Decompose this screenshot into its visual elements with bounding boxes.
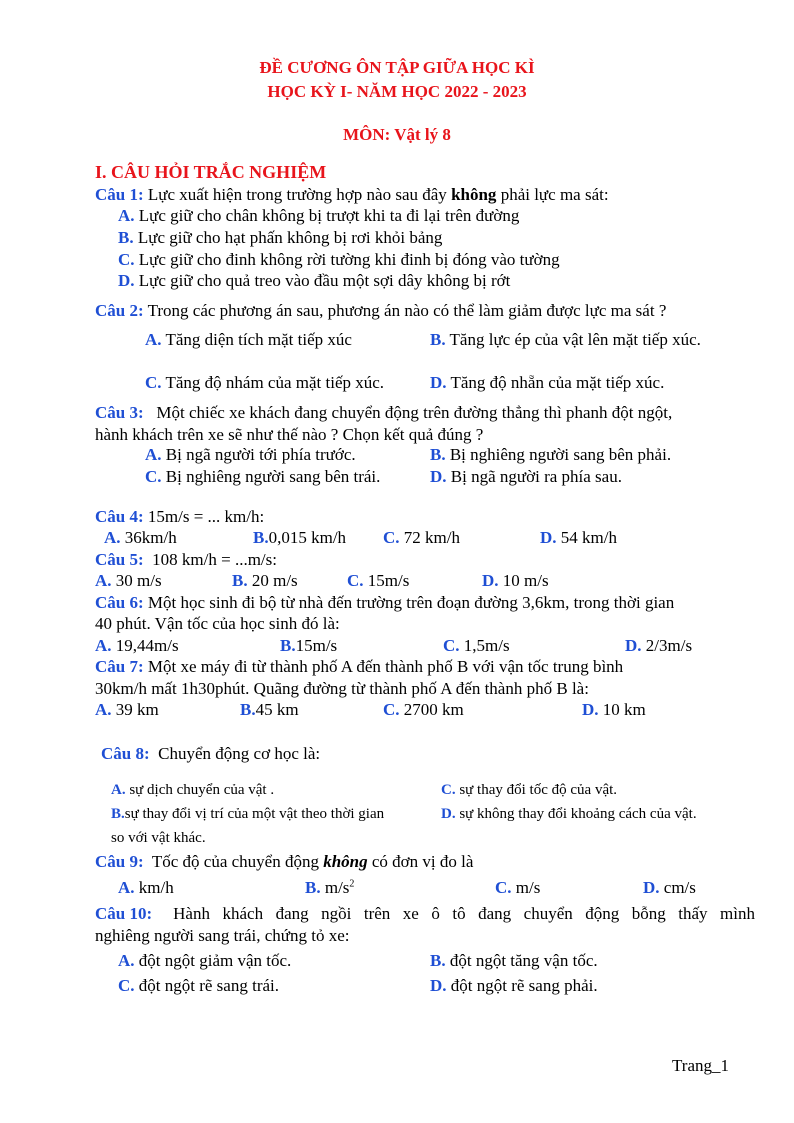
option-key: A. <box>111 782 126 798</box>
option-d <box>582 700 646 720</box>
option-text: Bị ngã người tới phía trước. <box>161 445 356 464</box>
question-label: Câu 2: <box>95 301 144 320</box>
option-key: A. <box>118 878 135 897</box>
question-10-continued: nghiêng người sang trái, chứng tỏ xe: <box>95 926 350 945</box>
document-subtitle: HỌC KỲ I- NĂM HỌC 2022 - 2023 <box>267 82 527 101</box>
option-text: 54 km/h <box>556 528 617 547</box>
document-title: ĐỀ CƯƠNG ÔN TẬP GIỮA HỌC KÌ <box>259 58 535 77</box>
question-text: 108 km/h = ...m/s: <box>143 550 277 569</box>
question-text: phải lực ma sát: <box>496 185 609 204</box>
option-text: sự thay đổi tốc độ của vật. <box>455 782 618 798</box>
option-b <box>305 878 354 898</box>
option-c <box>118 976 279 996</box>
option-key: C. <box>118 976 135 995</box>
option-b <box>111 804 384 824</box>
option-text: Lực giữ cho hạt phấn không bị rơi khỏi bảng <box>133 228 443 247</box>
page-number: Trang_1 <box>672 1056 729 1075</box>
option-d <box>441 804 697 824</box>
option-text: Tăng diện tích mặt tiếp xúc <box>161 330 352 349</box>
option-key: B. <box>430 445 446 464</box>
option-b <box>430 951 598 971</box>
option-c <box>441 780 617 800</box>
option-text: 1,5m/s <box>459 636 510 655</box>
option-text: Lực giữ cho quả treo vào đầu một sợi dây không bị rớt <box>134 271 511 290</box>
option-text: Tăng độ nhẵn của mặt tiếp xúc. <box>446 373 665 392</box>
option-c <box>383 700 464 720</box>
option-text: Bị nghiêng người sang bên trái. <box>161 467 381 486</box>
option-text: km/h <box>134 878 174 897</box>
emphasis: không <box>323 852 368 871</box>
option-key: C. <box>383 700 400 719</box>
option-b <box>232 571 298 591</box>
option-b <box>280 636 337 656</box>
option-key: A. <box>118 951 135 970</box>
subject-label: MÔN: Vật lý 8 <box>343 125 451 144</box>
option-a <box>104 528 177 548</box>
option-a <box>111 780 274 800</box>
option-c <box>145 373 384 393</box>
question-7-continued: 30km/h mất 1h30phút. Quãng đường từ thành phố A đến thành phố B là: <box>95 679 589 698</box>
question-7 <box>95 657 623 677</box>
option-key: B. <box>430 330 446 349</box>
option-text: 10 m/s <box>498 571 549 590</box>
question-text: Một chiếc xe khách đang chuyển động trên đường thẳng thì phanh đột ngột, <box>143 403 673 422</box>
option-d <box>540 528 617 548</box>
option-text: đột ngột tăng vận tốc. <box>445 951 598 970</box>
option-key: C. <box>441 782 456 798</box>
option-key: A. <box>95 571 112 590</box>
option-text: 36km/h <box>120 528 177 547</box>
question-text: Hành khách đang ngồi trên xe ô tô đang chuyển động bỗng thấy mình <box>173 904 755 923</box>
option-a <box>95 571 162 591</box>
option-key: C. <box>443 636 460 655</box>
option-c <box>443 636 510 656</box>
question-text: Lực xuất hiện trong trường hợp nào sau đây <box>143 185 452 204</box>
option-c <box>118 250 560 270</box>
question-text: Trong các phương án sau, phương án nào có thể làm giảm được lực ma sát ? <box>143 301 667 320</box>
option-key: B. <box>280 636 296 655</box>
option-key: C. <box>145 467 162 486</box>
question-text: Một xe máy đi từ thành phố A đến thành phố B với vận tốc trung bình <box>143 657 624 676</box>
option-b <box>240 700 299 720</box>
option-key: D. <box>430 976 447 995</box>
option-text: m/s <box>320 878 350 897</box>
option-key: B. <box>118 228 134 247</box>
option-text: 15m/s <box>295 636 338 655</box>
question-text: có đơn vị đo là <box>367 852 474 871</box>
question-label: Câu 4: <box>95 507 144 526</box>
emphasis: không <box>451 185 497 204</box>
option-key: D. <box>441 806 456 822</box>
option-d <box>625 636 692 656</box>
option-key: B. <box>232 571 248 590</box>
question-3 <box>95 403 672 423</box>
option-key: D. <box>625 636 642 655</box>
option-key: A. <box>95 700 112 719</box>
option-a <box>95 636 179 656</box>
question-text: Một học sinh đi bộ từ nhà đến trường trên đoạn đường 3,6km, trong thời gian <box>143 593 675 612</box>
option-b <box>430 445 671 465</box>
question-label: Câu 6: <box>95 593 144 612</box>
question-label: Câu 10: <box>95 904 153 923</box>
option-text: 20 m/s <box>247 571 298 590</box>
option-d <box>118 271 510 291</box>
question-label: Câu 9: <box>95 852 144 871</box>
option-key: C. <box>347 571 364 590</box>
option-key: B. <box>253 528 269 547</box>
option-d <box>482 571 549 591</box>
option-text: Lực giữ cho đinh không rời tường khi đinh bị đóng vào tường <box>134 250 560 269</box>
option-key: A. <box>145 330 162 349</box>
option-d <box>643 878 696 898</box>
option-key: D. <box>118 271 135 290</box>
question-label: Câu 8: <box>101 744 150 763</box>
option-key: B. <box>305 878 321 897</box>
option-text: 10 km <box>598 700 646 719</box>
option-text: 19,44m/s <box>111 636 179 655</box>
option-a <box>145 330 352 350</box>
question-label: Câu 3: <box>95 403 144 422</box>
option-c <box>495 878 540 898</box>
option-c <box>347 571 409 591</box>
question-label: Câu 5: <box>95 550 144 569</box>
question-6 <box>95 593 674 613</box>
option-text: 2700 km <box>399 700 464 719</box>
option-key: D. <box>540 528 557 547</box>
option-key: A. <box>145 445 162 464</box>
option-key: D. <box>430 373 447 392</box>
option-key: D. <box>643 878 660 897</box>
option-text: Tăng độ nhám của mặt tiếp xúc. <box>161 373 385 392</box>
option-key: A. <box>118 206 135 225</box>
option-b <box>430 330 701 350</box>
question-label: Câu 1: <box>95 185 144 204</box>
option-key: D. <box>482 571 499 590</box>
option-key: B. <box>240 700 256 719</box>
option-text: 0,015 km/h <box>268 528 347 547</box>
option-d <box>430 373 664 393</box>
option-text: Bị nghiêng người sang bên phải. <box>445 445 672 464</box>
question-text: Chuyển động cơ học là: <box>149 744 321 763</box>
option-a <box>145 445 356 465</box>
option-text: sự thay đổi vị trí của một vật theo thời gian <box>124 806 385 822</box>
option-text: Bị ngã người ra phía sau. <box>446 467 622 486</box>
option-a <box>95 700 159 720</box>
option-key: C. <box>145 373 162 392</box>
option-text: Tăng lực ép của vật lên mặt tiếp xúc. <box>445 330 701 349</box>
option-text: 30 m/s <box>111 571 162 590</box>
option-key: A. <box>104 528 121 547</box>
option-text: đột ngột rẽ sang trái. <box>134 976 279 995</box>
option-text: 72 km/h <box>399 528 460 547</box>
question-label: Câu 7: <box>95 657 144 676</box>
question-3-continued: hành khách trên xe sẽ như thế nào ? Chọn kết quả đúng ? <box>95 425 484 444</box>
option-b <box>253 528 346 548</box>
option-text: cm/s <box>659 878 696 897</box>
question-2 <box>95 301 666 321</box>
option-a <box>118 206 519 226</box>
option-key: C. <box>118 250 135 269</box>
option-b-continued: so với vật khác. <box>111 830 206 846</box>
question-1 <box>95 185 609 205</box>
superscript: 2 <box>349 878 355 890</box>
section-heading: I. CÂU HỎI TRẮC NGHIỆM <box>95 162 327 182</box>
question-9 <box>95 852 473 872</box>
option-text: sự không thay đổi khoảng cách của vật. <box>455 806 697 822</box>
option-text: 2/3m/s <box>641 636 693 655</box>
option-key: D. <box>582 700 599 719</box>
question-6-continued: 40 phút. Vận tốc của học sinh đó là: <box>95 614 340 633</box>
question-text: Tốc độ của chuyển động <box>143 852 324 871</box>
question-8 <box>101 744 320 764</box>
option-text: 15m/s <box>363 571 410 590</box>
option-text: m/s <box>511 878 541 897</box>
option-c <box>383 528 460 548</box>
option-key: C. <box>383 528 400 547</box>
question-4 <box>95 507 264 527</box>
option-text: Lực giữ cho chân không bị trượt khi ta đi lại trên đường <box>134 206 520 225</box>
option-d <box>430 467 622 487</box>
question-10 <box>95 904 755 924</box>
question-text: 15m/s = ... km/h: <box>143 507 265 526</box>
option-text: sự dịch chuyển của vật . <box>125 782 275 798</box>
option-d <box>430 976 598 996</box>
option-key: D. <box>430 467 447 486</box>
option-b <box>118 228 442 248</box>
question-5 <box>95 550 277 570</box>
option-text: 45 km <box>255 700 299 719</box>
option-c <box>145 467 380 487</box>
option-key: A. <box>95 636 112 655</box>
option-a <box>118 951 291 971</box>
option-key: C. <box>495 878 512 897</box>
option-key: B. <box>111 806 125 822</box>
option-text: 39 km <box>111 700 159 719</box>
option-key: B. <box>430 951 446 970</box>
option-text: đột ngột rẽ sang phải. <box>446 976 598 995</box>
option-a <box>118 878 174 898</box>
option-text: đột ngột giảm vận tốc. <box>134 951 292 970</box>
